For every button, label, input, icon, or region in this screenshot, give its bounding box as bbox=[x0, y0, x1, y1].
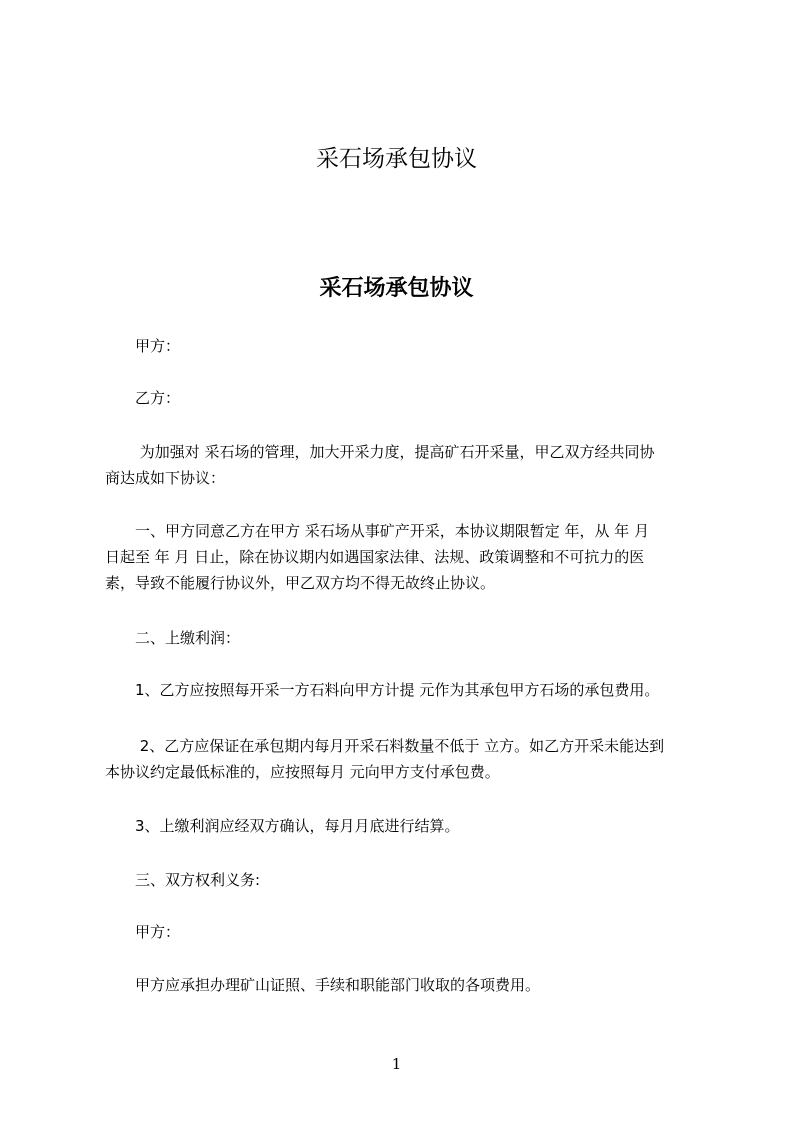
clause-2-3-paragraph bbox=[105, 813, 705, 839]
document-title: 采石场承包协议 bbox=[316, 146, 477, 172]
text-line: 甲方： bbox=[105, 923, 181, 941]
text-line: 甲方应承担办理矿山证照、手续和职能部门收取的各项费用。 bbox=[105, 976, 541, 994]
clause-2-1-paragraph bbox=[105, 677, 705, 703]
text-line: 乙方： bbox=[105, 389, 181, 407]
clause-3-heading bbox=[105, 867, 705, 893]
page-number: 1 bbox=[391, 1055, 402, 1073]
clause-1-paragraph bbox=[105, 518, 705, 596]
text-line: 1、乙方应按照每开采一方石料向甲方计提 元作为其承包甲方石场的承包费用。 bbox=[105, 681, 660, 699]
party-b-label bbox=[105, 385, 705, 411]
clause-3-party-a-duty bbox=[105, 972, 705, 998]
text-line: 3、上缴利润应经双方确认，每月月底进行结算。 bbox=[105, 817, 460, 835]
text-line: 本协议约定最低标准的，应按照每月 元向甲方支付承包费。 bbox=[105, 763, 500, 781]
text-line: 甲方： bbox=[105, 337, 181, 355]
intro-paragraph bbox=[105, 439, 705, 491]
text-line: 一、甲方同意乙方在甲方 采石场从事矿产开采，本协议期限暂定 年，从 年 月 bbox=[105, 522, 650, 540]
clause-2-heading bbox=[105, 625, 705, 651]
party-a-label bbox=[105, 333, 705, 359]
clause-2-2-paragraph bbox=[105, 733, 705, 785]
text-line: 三、双方权利义务: bbox=[105, 871, 261, 889]
text-line: 二、上缴利润： bbox=[105, 629, 241, 647]
text-line: 商达成如下协议： bbox=[105, 469, 226, 487]
text-line: 日起至 年 月 日止，除在协议期内如遇国家法律、法规、政策调整和不可抗力的医 bbox=[105, 548, 645, 566]
agreement-heading: 采石场承包协议 bbox=[319, 276, 474, 301]
text-line: 素，导致不能履行协议外，甲乙双方均不得无故终止协议。 bbox=[105, 574, 496, 592]
clause-3-party-a-label bbox=[105, 919, 705, 945]
text-line: 为加强对 采石场的管理，加大开采力度，提高矿石开采量，甲乙双方经共同协 bbox=[105, 443, 655, 461]
text-line: 2、乙方应保证在承包期内每月开采石料数量不低于 立方。如乙方开采未能达到 bbox=[105, 737, 665, 755]
